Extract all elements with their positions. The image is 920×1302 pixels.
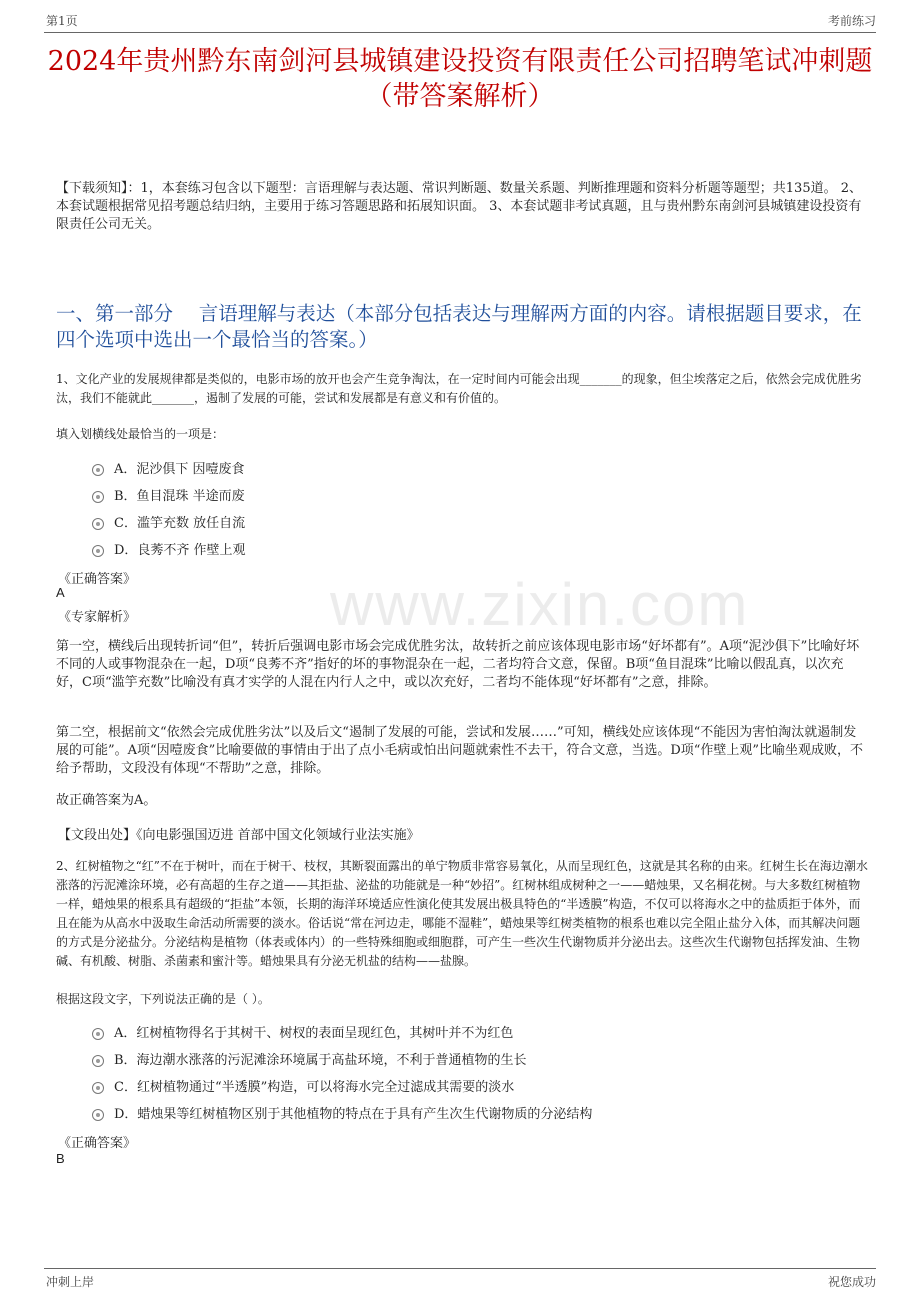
q1-option-d[interactable] <box>92 539 246 558</box>
q1-option-a-label: A．泥沙俱下 因噎废食 <box>114 462 245 477</box>
radio-icon[interactable] <box>92 1055 104 1067</box>
q2-option-d[interactable] <box>92 1103 592 1122</box>
radio-icon[interactable] <box>92 545 104 557</box>
q1-conclusion: 故正确答案为A。 <box>56 793 157 808</box>
q2-option-a[interactable] <box>92 1022 513 1041</box>
question-2-prompt: 根据这段文字，下列说法正确的是（ ）。 <box>56 992 270 1006</box>
q2-option-a-label: A．红树植物得名于其树干、树杈的表面呈现红色，其树叶并不为红色 <box>114 1026 514 1041</box>
footer-right: 祝您成功 <box>827 1275 876 1289</box>
footer-divider <box>44 1268 876 1269</box>
q1-option-a[interactable] <box>92 458 245 477</box>
radio-icon[interactable] <box>92 464 104 476</box>
question-1-prompt: 填入划横线处最恰当的一项是： <box>56 427 225 441</box>
q2-answer-label: 《正确答案》 <box>58 1136 137 1151</box>
q1-option-c-label: C．滥竽充数 放任自流 <box>114 516 246 531</box>
q1-option-c[interactable] <box>92 512 245 531</box>
q2-option-b[interactable] <box>92 1049 527 1068</box>
radio-icon[interactable] <box>92 1028 104 1040</box>
radio-icon[interactable] <box>92 491 104 503</box>
header-category: 考前练习 <box>827 14 876 28</box>
q1-source: 【文段出处】《向电影强国迈进 首部中国文化领域行业法实施》 <box>58 828 420 843</box>
q1-analysis-paragraph-1: 第一空，横线后出现转折词“但”，转折后强调电影市场会完成优胜劣汰，故转折之前应该体现电影市场“好坏都有”。A项“泥沙俱下”比喻好坏不同的人或事物混杂在一起，D项“良莠不齐”指好的坏的事物混杂在一起，二者均符合文意，保留。B项“鱼目混珠”比喻以假乱真，以次充好，C项“滥竽充数”比喻没有真才实学的人混在内行人之中，或以次充好，二者均不能体现“好坏都有”之意，排除。 <box>56 639 860 690</box>
page-number: 第1页 <box>46 14 78 28</box>
q1-option-d-label: D．良莠不齐 作壁上观 <box>114 543 246 558</box>
section-heading: 一、第一部分 言语理解与表达（本部分包括表达与理解两方面的内容。请根据题目要求，在四个选项中选出一个最恰当的答案。） <box>56 302 862 351</box>
q1-answer: A <box>56 585 65 600</box>
q1-option-b[interactable] <box>92 485 245 504</box>
question-1-text: 1、文化产业的发展规律都是类似的，电影市场的放开也会产生竞争淘汰，在一定时间内可能会出现_______的现象，但尘埃落定之后，依然会完成优胜劣汰，我们不能就此_______，遏制了发展的可能，尝试和发展都是有意义和有价值的。 <box>56 372 862 405</box>
q2-answer: B <box>56 1151 65 1166</box>
q2-option-c[interactable] <box>92 1076 514 1095</box>
document-title: 2024年贵州黔东南剑河县城镇建设投资有限责任公司招聘笔试冲刺题（带答案解析） <box>47 46 873 112</box>
q1-analysis-label: 《专家解析》 <box>58 610 137 625</box>
radio-icon[interactable] <box>92 1082 104 1094</box>
q2-option-d-label: D．蜡烛果等红树植物区别于其他植物的特点在于具有产生次生代谢物质的分泌结构 <box>114 1107 593 1122</box>
footer-left: 冲刺上岸 <box>46 1275 95 1289</box>
radio-icon[interactable] <box>92 518 104 530</box>
q1-answer-label: 《正确答案》 <box>58 572 137 587</box>
header-divider <box>44 32 876 33</box>
q2-option-b-label: B．海边潮水涨落的污泥滩涂环境属于高盐环境，不利于普通植物的生长 <box>114 1053 527 1068</box>
q2-option-c-label: C．红树植物通过“半透膜”构造，可以将海水完全过滤成其需要的淡水 <box>114 1080 515 1095</box>
q1-option-b-label: B．鱼目混珠 半途而废 <box>114 489 245 504</box>
download-notice: 【下载须知】：1，本套练习包含以下题型：言语理解与表达题、常识判断题、数量关系题、判断推理题和资料分析题等题型；共135道。 2、本套试题根据常见招考题总结归纳，主要用于练习答题思路和拓展知识面。 3、本套试题非考试真题，且与贵州黔东南剑河县城镇建设投资有限责任公司无关。 <box>56 181 862 232</box>
q1-analysis-paragraph-2: 第二空，根据前文“依然会完成优胜劣汰”以及后文“遏制了发展的可能，尝试和发展……”可知，横线处应该体现“不能因为害怕淘汰就遏制发展的可能”。A项“因噎废食”比喻要做的事情由于出了点小毛病或怕出问题就索性不去干，符合文意，当选。D项“作壁上观”比喻坐观成败，不给予帮助，文段没有体现“不帮助”之意，排除。 <box>56 725 864 776</box>
question-2-text: 2、红树植物之“红”不在于树叶，而在于树干、枝杈，其断裂面露出的单宁物质非常容易氧化，从而呈现红色，这就是其名称的由来。红树生长在海边潮水涨落的污泥滩涂环境，必有高超的生存之道——其拒盐、泌盐的功能就是一种“妙招”。红树林组成树种之一——蜡烛果，又名桐花树。与大多数红树植物一样，蜡烛果的根系具有超级的“拒盐”本领，长期的海洋环境适应性演化使其发展出极具特色的“半透膜”构造，不仅可以将海水之中的盐质拒于体外，而且在能为从高水中汲取生命活动所需要的淡水。俗话说“常在河边走，哪能不湿鞋”，蜡烛果等红树类植物的根系也难以完全阻止盐分入体，而其解决问题的方式是分泌盐分。分泌结构是植物（体表或体内）的一些特殊细胞或细胞群，可产生一些次生代谢物质并分泌出去。这些次生代谢物包括挥发油、生物碱、有机酸、树脂、杀菌素和蜜汁等。蜡烛果具有分泌无机盐的结构——盐腺。 <box>56 859 868 968</box>
watermark: www.zixin.com <box>330 571 750 638</box>
radio-icon[interactable] <box>92 1109 104 1121</box>
